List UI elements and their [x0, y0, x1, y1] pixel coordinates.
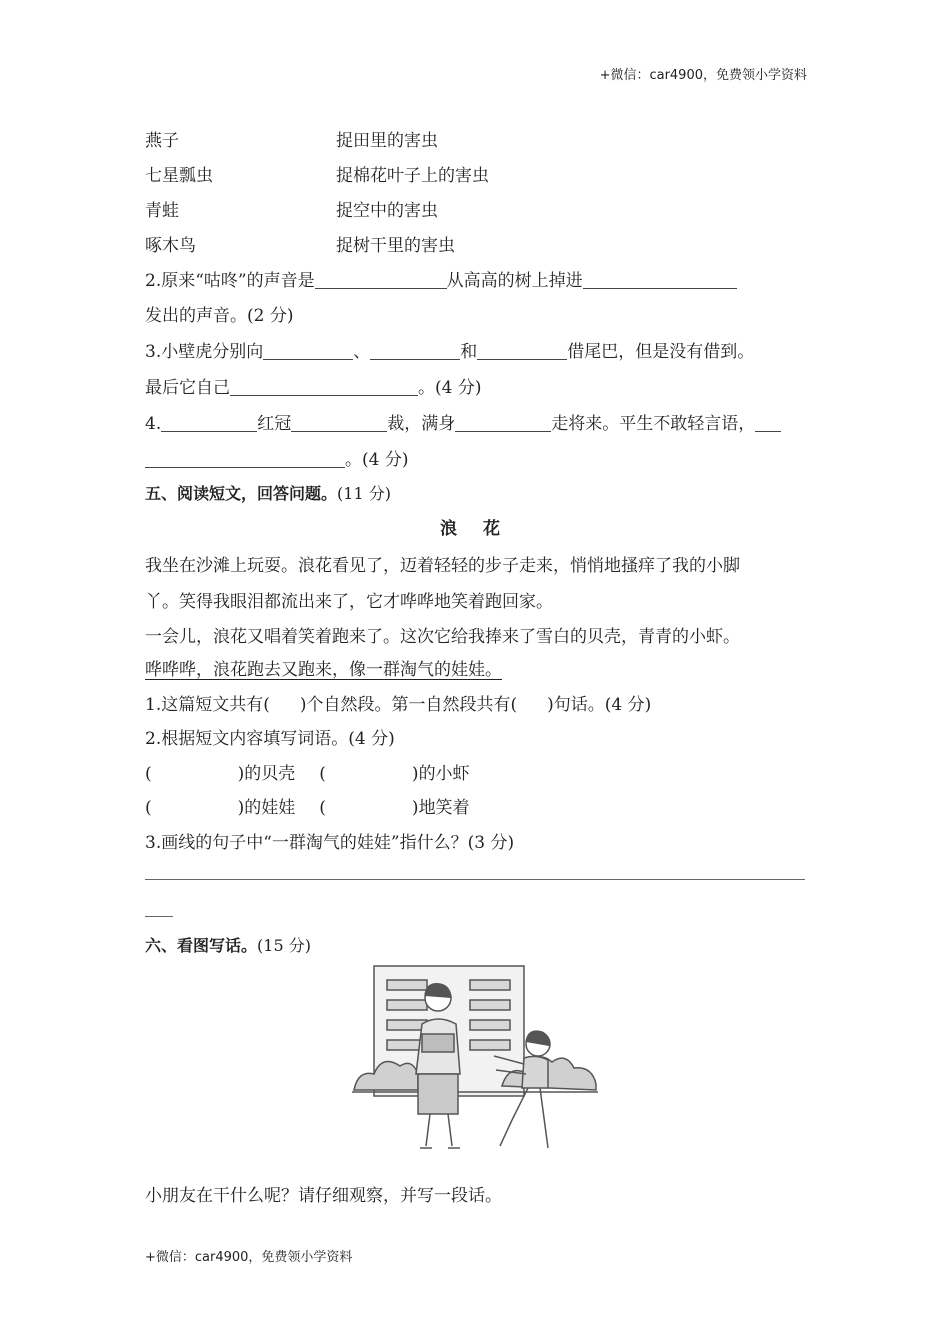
underlined-sentence: 哗哗哗，浪花跑去又跑来，像一群淘气的娃娃。: [145, 660, 502, 680]
answer-line[interactable]: [145, 916, 173, 917]
match-action: 捉棉花叶子上的害虫: [336, 166, 489, 186]
question-5-2: 2.根据短文内容填写词语。(4 分): [145, 729, 395, 749]
answer-blank[interactable]: [291, 413, 387, 432]
fill-row: ( )的贝壳 ( )的小虾: [145, 764, 470, 784]
fill-row: ( )的娃娃 ( )地笑着: [145, 798, 470, 818]
question-4-cont: 。(4 分): [145, 445, 408, 470]
question-2: 2.原来“咕咚”的声音是 从高高的树上掉进: [145, 266, 737, 291]
match-action: 捉田里的害虫: [336, 131, 438, 151]
passage-line: 丫。笑得我眼泪都流出来了，它才哗哗地笑着跑回家。: [145, 592, 553, 612]
answer-blank[interactable]: [583, 270, 737, 289]
answer-blank[interactable]: [455, 413, 551, 432]
match-action: 捉树干里的害虫: [336, 236, 455, 256]
section-6-heading: 六、看图写话。(15 分): [145, 936, 311, 955]
section-5-heading: 五、阅读短文，回答问题。(11 分): [145, 484, 391, 503]
match-animal: 青蛙: [145, 201, 179, 221]
header-note: +微信：car4900，免费领小学资料: [599, 68, 807, 83]
question-3: 3.小壁虎分别向 、 和 借尾巴，但是没有借到。: [145, 342, 755, 362]
match-animal: 燕子: [145, 131, 179, 151]
answer-blank[interactable]: [315, 270, 447, 289]
question-5-3: 3.画线的句子中“一群淘气的娃娃”指什么？(3 分): [145, 833, 515, 853]
answer-blank[interactable]: [145, 449, 345, 468]
question-2-cont: 发出的声音。(2 分): [145, 306, 294, 326]
passage-title: 浪 花: [440, 519, 510, 539]
match-animal: 七星瓢虫: [145, 166, 213, 186]
answer-blank[interactable]: [477, 341, 567, 360]
answer-line[interactable]: [145, 879, 805, 880]
match-animal: 啄木鸟: [145, 236, 196, 256]
answer-blank[interactable]: [755, 413, 781, 432]
passage-line: 一会儿，浪花又唱着笑着跑来了。这次它给我捧来了雪白的贝壳，青青的小虾。: [145, 627, 740, 647]
answer-blank[interactable]: [370, 341, 460, 360]
question-3-cont: 最后它自己 。(4 分): [145, 378, 482, 398]
answer-blank[interactable]: [230, 377, 418, 396]
passage-line: 我坐在沙滩上玩耍。浪花看见了，迈着轻轻的步子走来，悄悄地搔痒了我的小脚: [145, 556, 740, 576]
match-action: 捉空中的害虫: [336, 201, 438, 221]
writing-prompt: 小朋友在干什么呢？请仔细观察，并写一段话。: [145, 1186, 502, 1206]
footer-note: +微信：car4900，免费领小学资料: [145, 1250, 353, 1265]
question-4: 4. 红冠 裁，满身 走将来。平生不敢轻言语，: [145, 409, 781, 434]
answer-blank[interactable]: [161, 413, 257, 432]
question-5-1: 1.这篇短文共有( )个自然段。第一自然段共有( )句话。(4 分): [145, 695, 652, 715]
picture-illustration: [352, 962, 598, 1158]
answer-blank[interactable]: [263, 341, 353, 360]
